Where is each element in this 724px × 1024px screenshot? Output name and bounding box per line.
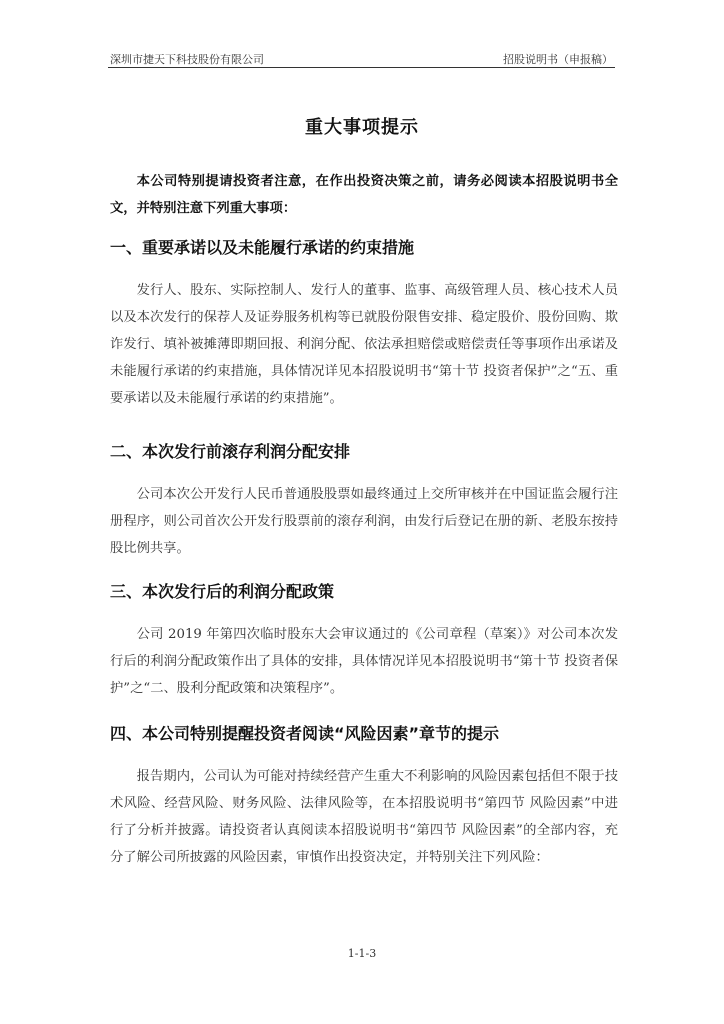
page-number: 1-1-3: [347, 947, 377, 960]
section-3: [110, 581, 618, 702]
page-header: [108, 51, 615, 68]
section-1-heading: 一、重要承诺以及未能履行承诺的约束措施: [110, 238, 415, 257]
intro-paragraph: 本公司特别提请投资者注意，在作出投资决策之前，请务必阅读本招股说明书全文，并特别注意下列重大事项：: [110, 174, 618, 216]
page-title: 重大事项提示: [305, 117, 419, 138]
section-1-body: 发行人、股东、实际控制人、发行人的董事、监事、高级管理人员、核心技术人员以及本次发行的保荐人及证券服务机构等已就股份限售安排、稳定股价、股份回购、欺诈发行、填补被摊薄即期回报、利润分配、依法承担赔偿或赔偿责任等事项作出承诺及未能履行承诺的约束措施，具体情况详见本招股说明书“第十节 投资者保护”之“五、重要承诺以及未能履行承诺的约束措施”。: [110, 283, 618, 406]
header-document-type: 招股说明书（申报稿）: [503, 53, 613, 66]
section-3-body: 公司 2019 年第四次临时股东大会审议通过的《公司章程（草案）》对公司本次发行后的利润分配政策作出了具体的安排，具体情况详见本招股说明书“第十节 投资者保护”之“二、股利分配政策和决策程序”。: [110, 627, 618, 696]
section-2-heading: 二、本次发行前滚存利润分配安排: [110, 442, 351, 461]
section-1: [110, 237, 618, 412]
section-2: [110, 441, 618, 562]
section-4-body: 报告期内，公司认为可能对持续经营产生重大不利影响的风险因素包括但不限于技术风险、经营风险、财务风险、法律风险等，在本招股说明书“第四节 风险因素”中进行了分析并披露。请投资者认真阅读本招股说明书“第四节 风险因素”的全部内容，充分了解公司所披露的风险因素，审慎作出投资决定，并特别关注下列风险：: [110, 769, 618, 865]
header-company-name: 深圳市捷天下科技股份有限公司: [110, 53, 264, 66]
section-3-heading: 三、本次发行后的利润分配政策: [110, 582, 335, 601]
intro-block: [110, 168, 618, 222]
section-4-heading: 四、本公司特别提醒投资者阅读“风险因素”章节的提示: [110, 724, 500, 743]
section-2-body: 公司本次公开发行人民币普通股股票如最终通过上交所审核并在中国证监会履行注册程序，则公司首次公开发行股票前的滚存利润，由发行后登记在册的新、老股东按持股比例共享。: [110, 487, 618, 556]
section-4: [110, 723, 618, 871]
